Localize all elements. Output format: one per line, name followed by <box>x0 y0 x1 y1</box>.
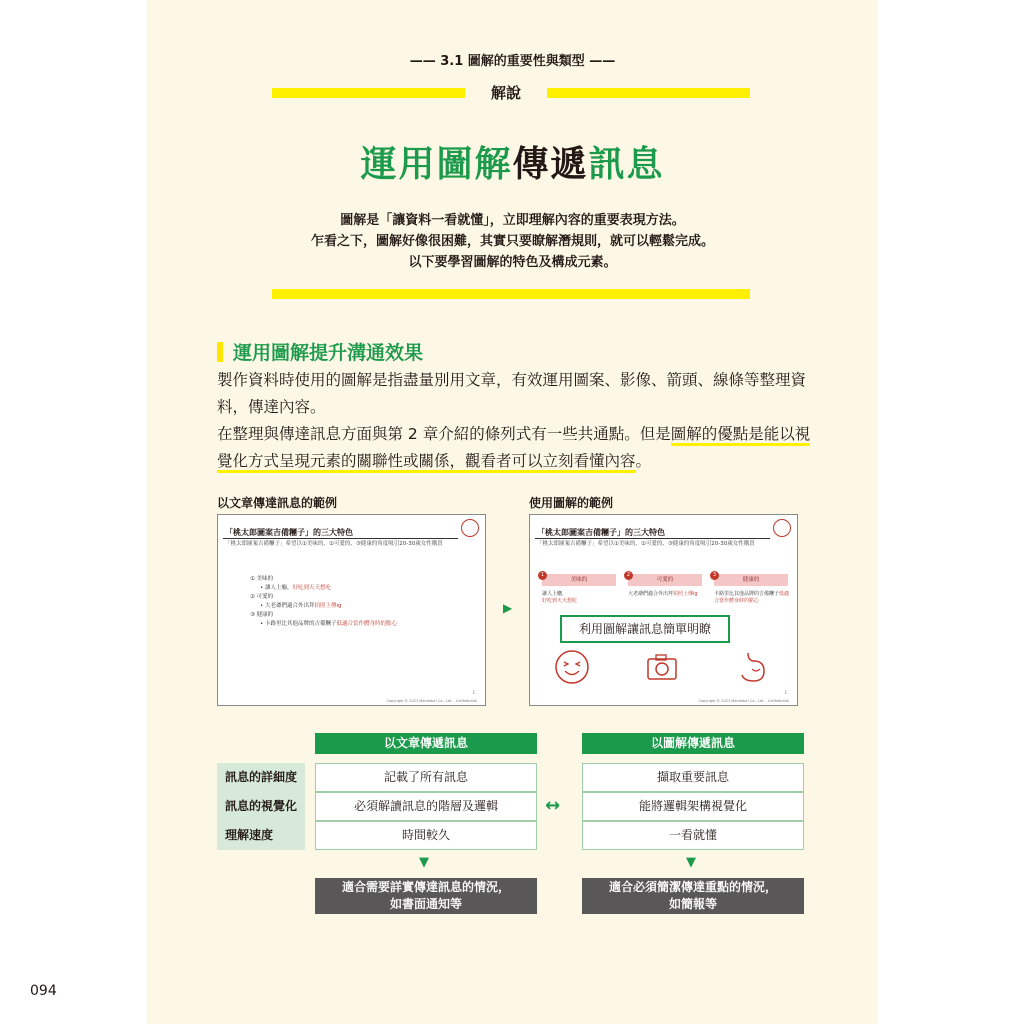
list-subitem: • 大老爺們適合外出拜拍照上傳ig <box>260 603 342 609</box>
arrow-right-icon: ▶ <box>503 601 513 615</box>
row-label: 訊息的視覺化 <box>217 792 305 821</box>
slide-title: 「桃太郎圖案吉備糰子」的三大特色 <box>225 528 353 537</box>
slide-diagram-example <box>529 514 798 706</box>
cell-text-speed: 時間較久 <box>315 821 537 850</box>
peach-logo-icon <box>773 519 791 537</box>
smile-face-icon <box>554 649 590 685</box>
cell-text-detail: 記載了所有訊息 <box>315 763 537 792</box>
column-body: 卡路里比其他品牌的吉備糰子低適合當作體身時的點心 <box>714 591 790 604</box>
column-number: 3 <box>710 571 719 580</box>
row-label: 訊息的詳細度 <box>217 763 305 792</box>
slide-desc: 「桃太郎圖案吉備糰子」希望以①美味的、②可愛的、③健康的角度吸引20-30歲女性購買 <box>225 541 443 547</box>
column-number: 2 <box>624 571 633 580</box>
slide-columns <box>538 573 790 613</box>
paragraph-2 <box>217 421 817 475</box>
slide-divider <box>223 538 458 539</box>
slide-copyright: Copyright © 2021 Mamedori Co., Ltd. - Confidential <box>698 699 789 703</box>
yellow-band-bottom <box>272 289 750 299</box>
slide-list <box>250 575 397 629</box>
cell-text-visual: 必須解讀訊息的階層及邏輯 <box>315 792 537 821</box>
heading-bar <box>217 342 223 362</box>
column-head: 美味的 <box>542 574 616 586</box>
result-line: 如書面通知等 <box>389 897 462 911</box>
result-diagram <box>582 878 804 914</box>
column-header-diagram: 以圖解傳遞訊息 <box>582 733 804 754</box>
column-header-text: 以文章傳遞訊息 <box>315 733 537 754</box>
intro-text <box>147 210 878 273</box>
slide-page-number: 1 <box>472 690 475 695</box>
row-label: 理解速度 <box>217 821 305 850</box>
slide-page-number: 1 <box>784 690 787 695</box>
example-label-text: 以文章傳達訊息的範例 <box>217 496 338 510</box>
title-part-3: 訊息 <box>588 144 665 185</box>
down-arrow-icon: ▼ <box>419 855 429 870</box>
result-text <box>315 878 537 914</box>
intro-line: 圖解是「讓資料一看就懂」，立即理解內容的重要表現方法。 <box>340 213 685 228</box>
page-title <box>147 136 878 187</box>
stomach-icon <box>734 649 770 685</box>
diagram-callout: 利用圖解讓訊息簡單明瞭 <box>560 615 730 643</box>
paragraph-2-highlight: 圖解的優點是能以視覺化方式呈現元素的關聯性或關係，觀看者可以立刻看懂內容 <box>217 425 810 473</box>
result-line: 適合必須簡潔傳達重點的情況， <box>608 880 777 894</box>
cell-diagram-detail: 擷取重要訊息 <box>582 763 804 792</box>
camera-icon <box>644 649 680 685</box>
intro-line: 乍看之下，圖解好像很困難，其實只要瞭解潛規則，就可以輕鬆完成。 <box>310 234 714 249</box>
result-line: 適合需要詳實傳達訊息的情況， <box>341 880 510 894</box>
slide-divider <box>535 538 770 539</box>
title-part-1: 運用圖解 <box>360 144 513 185</box>
column-head: 健康的 <box>714 574 788 586</box>
example-label-diagram: 使用圖解的範例 <box>529 496 614 510</box>
intro-line: 以下要學習圖解的特色及構成元素。 <box>408 255 617 270</box>
result-line: 如簡報等 <box>668 897 717 911</box>
swap-arrow-icon: ↔ <box>545 795 561 816</box>
paragraph-1: 製作資料時使用的圖解是指盡量別用文章，有效運用圖案、影像、箭頭、線條等整理資料，傳達內容。 <box>217 371 807 416</box>
cell-diagram-visual: 能將邏輯架構視覺化 <box>582 792 804 821</box>
column-number: 1 <box>538 571 547 580</box>
paragraph-2-c: 。 <box>635 452 652 470</box>
column-body: 大老爺們適合外出拜拍照上傳ig <box>628 591 698 597</box>
column-head: 可愛的 <box>628 574 702 586</box>
yellow-band-left <box>272 88 465 98</box>
tag-label: 解說 <box>490 84 521 102</box>
list-item: ③ 健康的 <box>250 612 274 618</box>
slide-title: 「桃太郎圖案吉備糰子」的三大特色 <box>537 528 665 537</box>
slide-desc: 「桃太郎圖案吉備糰子」希望以①美味的、②可愛的、③健康的角度吸引20-30歲女性購買 <box>537 541 755 547</box>
list-item: ① 美味的 <box>250 576 274 582</box>
list-subitem: • 卡路里比其他品牌的吉備糰子低適合當作體身時的點心 <box>260 621 398 627</box>
section-title: —— 3.1 圖解的重要性與類型 —— <box>409 54 616 69</box>
title-part-2: 傳遞 <box>512 144 589 185</box>
page-number: 094 <box>30 983 57 999</box>
paragraph-2-a: 在整理與傳達訊息方面與第 2 章介紹的條列式有一些共通點。但是 <box>217 425 671 443</box>
peach-logo-icon <box>461 519 479 537</box>
column-body: 讓人上癮， 好吃到天天想吃 <box>542 591 578 604</box>
list-item: ② 可愛的 <box>250 594 274 600</box>
section-heading: 運用圖解提升溝通效果 <box>233 342 424 364</box>
cell-diagram-speed: 一看就懂 <box>582 821 804 850</box>
slide-copyright: Copyright © 2021 Mamedori Co., Ltd. - Confidential <box>386 699 477 703</box>
yellow-band-right <box>547 88 750 98</box>
slide-text-example <box>217 514 486 706</box>
list-subitem: • 讓人上癮，好吃到天天想吃 <box>260 585 332 591</box>
page <box>147 0 878 1024</box>
down-arrow-icon: ▼ <box>686 855 696 870</box>
